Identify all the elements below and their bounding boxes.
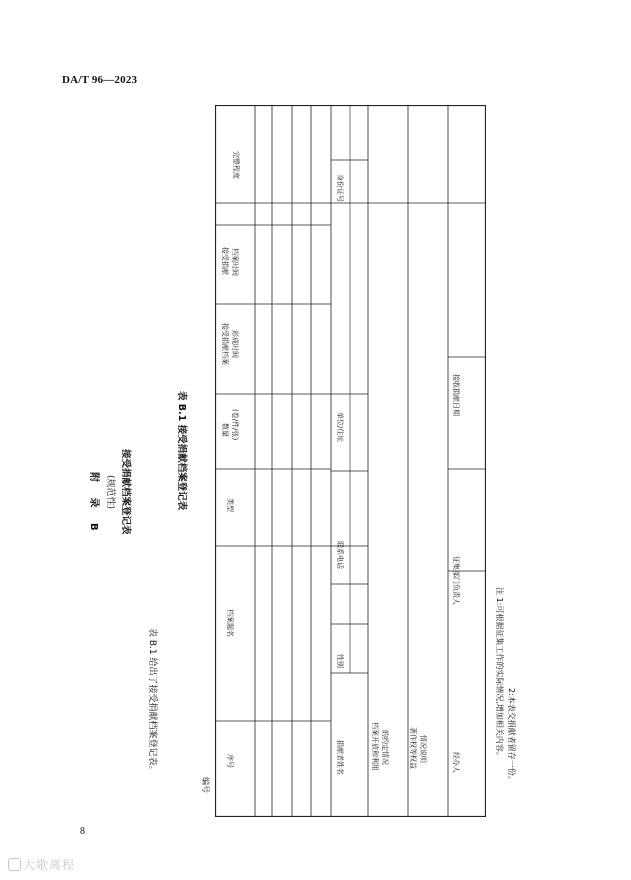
donor-phone-label: 联系电话 bbox=[336, 541, 344, 569]
note-1: 注 1:可根据征集工作的实际情况,增加相关内容。 bbox=[495, 587, 504, 760]
col-header-formation-time-2: 形成时间 bbox=[231, 330, 239, 358]
table-grid bbox=[215, 105, 486, 817]
dept-head-label: 征集部门负责人 bbox=[452, 556, 460, 605]
copyright-label-2: 情况说明 bbox=[419, 735, 427, 763]
registration-table bbox=[215, 105, 486, 817]
watermark-logo-icon bbox=[8, 858, 21, 871]
standard-number: DA/T 96—2023 bbox=[62, 74, 138, 86]
col-header-quantity-unit: (卷/件/张) bbox=[231, 409, 239, 441]
watermark-text: 大歌离程 bbox=[23, 858, 76, 872]
page-number: 8 bbox=[80, 826, 85, 837]
open-use-label-1: 档案开放和利用 bbox=[371, 722, 379, 771]
col-header-quantity: 数量 bbox=[221, 423, 229, 437]
intro-text: 表 B.1 给出了接受捐献档案登记表。 bbox=[147, 628, 157, 775]
appendix-type: (规范性) bbox=[105, 475, 115, 510]
col-header-serial: 序号 bbox=[226, 754, 234, 768]
col-header-receipt-time-2: 档案时间 bbox=[231, 248, 239, 276]
col-header-category: 类型 bbox=[226, 498, 234, 512]
note-2: 2:本表交捐献者留存一份。 bbox=[507, 688, 516, 784]
donor-name-label: 捐献者姓名 bbox=[336, 740, 344, 775]
donor-gender-label: 性别 bbox=[336, 654, 344, 668]
col-header-formation-time-1: 接受捐献档案 bbox=[221, 323, 229, 365]
copyright-label-1: 著作权等权益 bbox=[409, 727, 417, 769]
col-header-receipt-time-1: 接受捐献 bbox=[221, 247, 229, 275]
handler-label: 经办人 bbox=[452, 752, 460, 773]
number-label: 编号 bbox=[201, 777, 210, 793]
watermark bbox=[8, 856, 75, 873]
receipt-date-label: 接收捐献日期 bbox=[452, 374, 460, 416]
table-caption: 表 B.1 接受捐献档案登记表 bbox=[176, 391, 187, 511]
appendix-title: 附 录 B bbox=[88, 472, 99, 537]
donor-id-label: 身份证号 bbox=[336, 174, 344, 202]
open-use-label-2: 的约定情况 bbox=[381, 730, 389, 765]
appendix-name: 接受捐献档案登记表 bbox=[120, 449, 131, 535]
donor-address-label: 单位/住址 bbox=[336, 412, 344, 443]
col-header-archive-title: 档案题名 bbox=[226, 609, 234, 637]
col-header-integrity: 完整程度 bbox=[232, 151, 240, 179]
